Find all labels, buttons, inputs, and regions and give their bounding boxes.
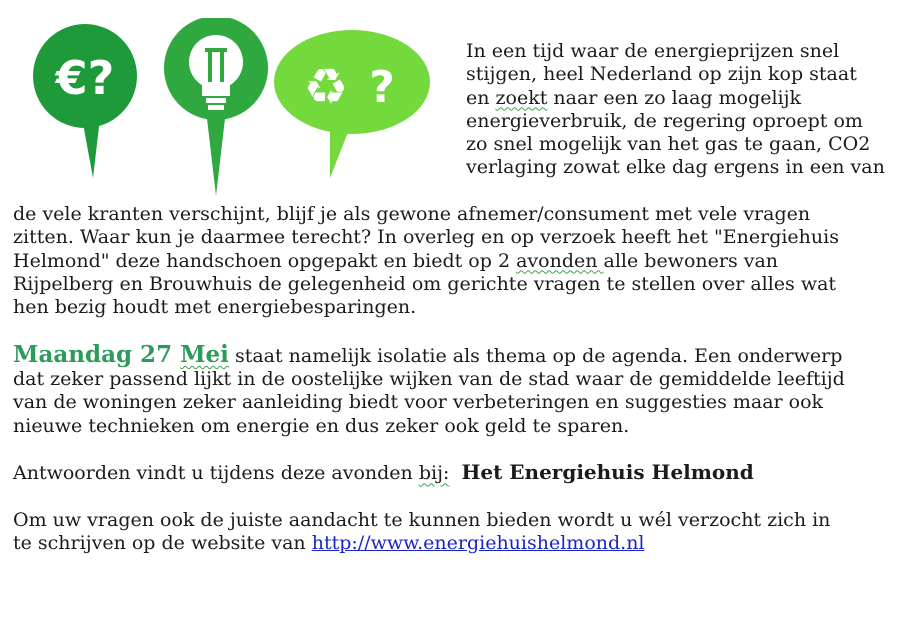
event-date-prefix: Maandag 27 [13,340,181,368]
svg-text:♻: ♻ [303,58,349,116]
intro-line: hen bezig houdt met energiebesparingen. [13,296,417,319]
signup-line: Om uw vragen ook de juiste aandacht te kunnen bieden wordt u wél verzocht zich in [13,508,831,531]
intro-line: zo snel mogelijk van het gas te gaan, CO2 [466,133,871,156]
event-line: dat zeker passend lijkt in de oostelijke wijken van de stad waar de gemiddelde leeftijd [13,368,845,391]
euro-question-icon [33,24,137,178]
event-line: staat namelijk isolatie als thema op de agenda. Een onderwerp [228,344,843,367]
intro-line: Helmond" deze handschoen opgepakt en biedt op 2 [13,249,511,272]
intro-line: alle bewoners van [603,249,779,272]
intro-line: energieverbruik, de regering oproept om [466,109,863,132]
intro-line: In een tijd waar de energieprijzen snel [466,40,840,62]
intro-line: Rijpelberg en Brouwhuis de gelegenheid om gerichte vragen te stellen over alles wat [13,272,837,295]
intro-line: zitten. Waar kun je daarmee terecht? In overleg en op verzoek heeft het "Energiehuis [13,226,839,249]
intro-line: verlaging zowat elke dag ergens in een van [466,156,885,179]
answers-word: bij: [418,462,450,485]
event-date-month: Mei [180,340,229,368]
intro-paragraph-right [466,40,916,180]
signup-line: te schrijven op de website van [13,532,312,555]
svg-text:?: ? [369,62,395,113]
energy-questions-illustration [30,18,450,196]
intro-line: stijgen, heel Nederland op zijn kop staat [466,63,857,86]
venue-name: Het Energiehuis Helmond [461,460,754,485]
spellcheck-word: avonden [516,249,604,272]
answers-prefix: Antwoorden vindt u tijdens deze avonden [13,462,419,485]
event-date [13,341,229,368]
intro-paragraph-full [13,203,913,555]
event-line: van de woningen zeker aanleiding biedt voor verbeteringen en suggesties maar ook [13,391,824,414]
recycle-question-icon [274,30,430,178]
intro-line: naar een zo laag mogelijk [547,86,802,109]
intro-line: de vele kranten verschijnt, blijf je als gewone afnemer/consument met vele vragen [13,203,811,225]
website-link[interactable]: http://www.energiehuishelmond.nl [311,532,645,555]
spellcheck-word: zoekt [495,86,548,109]
lightbulb-icon [164,18,268,196]
intro-line: en [466,86,490,109]
event-line: nieuwe technieken om energie en dus zeker ook geld te sparen. [13,414,630,437]
svg-text:€?: €? [55,51,115,105]
